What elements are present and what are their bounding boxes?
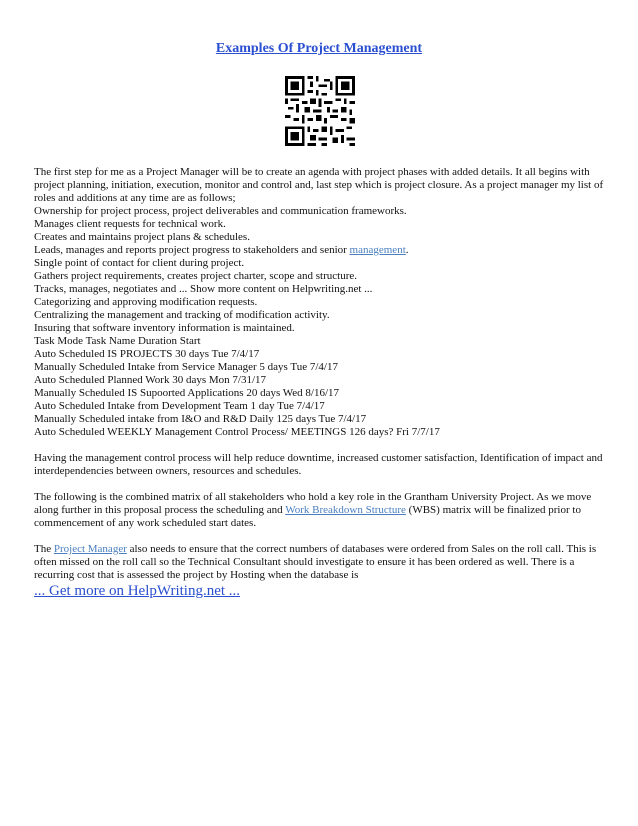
list-item: Categorizing and approving modification requests. [34, 296, 258, 308]
paragraph-project-manager: The Project Manager also needs to ensure that the correct numbers of databases were ordered from Sales on the roll call. This is often missed on the roll call so the Technical Consultant should investigate to ensure it has been ordered as well. There is a recurring cost that is assessed the project by Hosting when the database is [34, 543, 597, 581]
list-item: Centralizing the management and tracking of modification activity. [34, 309, 330, 321]
project-manager-link[interactable]: Project Manager [53, 543, 127, 555]
qr-code-icon [285, 76, 355, 146]
list-item: Single point of contact for client during project. [34, 257, 245, 269]
paragraph-stakeholder-matrix: The following is the combined matrix of all stakeholders who hold a key role in the Grantham University Project. As we move along further in this proposal process the scheduling and Work Breakdown Structure (WBS) matrix will be finalized prior to commencement of any work scheduled start dates. [34, 491, 592, 529]
list-item: Insuring that software inventory information is maintained. [34, 322, 295, 334]
intro-paragraph: The first step for me as a Project Manager will be to create an agenda with project phases with added details. It all begins with project planning, initiation, execution, monitor and control and, last step which is project closure. As a project manager my list of roles and additions at any time are as follows; [34, 166, 604, 204]
schedule-row: Manually Scheduled Intake from Service Manager 5 days Tue 7/4/17 [34, 361, 338, 373]
list-item: Tracks, manages, negotiates and ... Show more content on Helpwriting.net ... [34, 283, 373, 295]
get-more-link[interactable]: ... Get more on HelpWriting.net ... [34, 583, 241, 599]
management-link[interactable]: management [349, 244, 406, 256]
list-item: Ownership for project process, project deliverables and communication frameworks. [34, 205, 407, 217]
list-item: Manages client requests for technical work. [34, 218, 226, 230]
paragraph-management-control: Having the management control process will help reduce downtime, increased customer satisfaction, Identification of impact and interdependencies between owners, resources and schedules. [34, 452, 603, 477]
schedule-header: Task Mode Task Name Duration Start [34, 335, 201, 347]
page-title-link[interactable]: Examples Of Project Management [215, 41, 423, 56]
document-body [34, 166, 606, 600]
list-item: Gathers project requirements, creates project charter, scope and structure. [34, 270, 357, 282]
list-item: Leads, manages and reports project progress to stakeholders and senior management. [34, 244, 409, 256]
schedule-row: Auto Scheduled Intake from Development Team 1 day Tue 7/4/17 [34, 400, 325, 412]
list-item: Creates and maintains project plans & schedules. [34, 231, 250, 243]
schedule-row: Manually Scheduled intake from I&O and R&D Daily 125 days Tue 7/4/17 [34, 413, 367, 425]
schedule-row: Auto Scheduled Planned Work 30 days Mon 7/31/17 [34, 374, 267, 386]
schedule-row: Auto Scheduled WEEKLY Management Control Process/ MEETINGS 126 days? Fri 7/7/17 [34, 426, 440, 438]
wbs-link[interactable]: Work Breakdown Structure [285, 504, 406, 516]
schedule-row: Auto Scheduled IS PROJECTS 30 days Tue 7/4/17 [34, 348, 260, 360]
schedule-row: Manually Scheduled IS Supoorted Applications 20 days Wed 8/16/17 [34, 387, 340, 399]
